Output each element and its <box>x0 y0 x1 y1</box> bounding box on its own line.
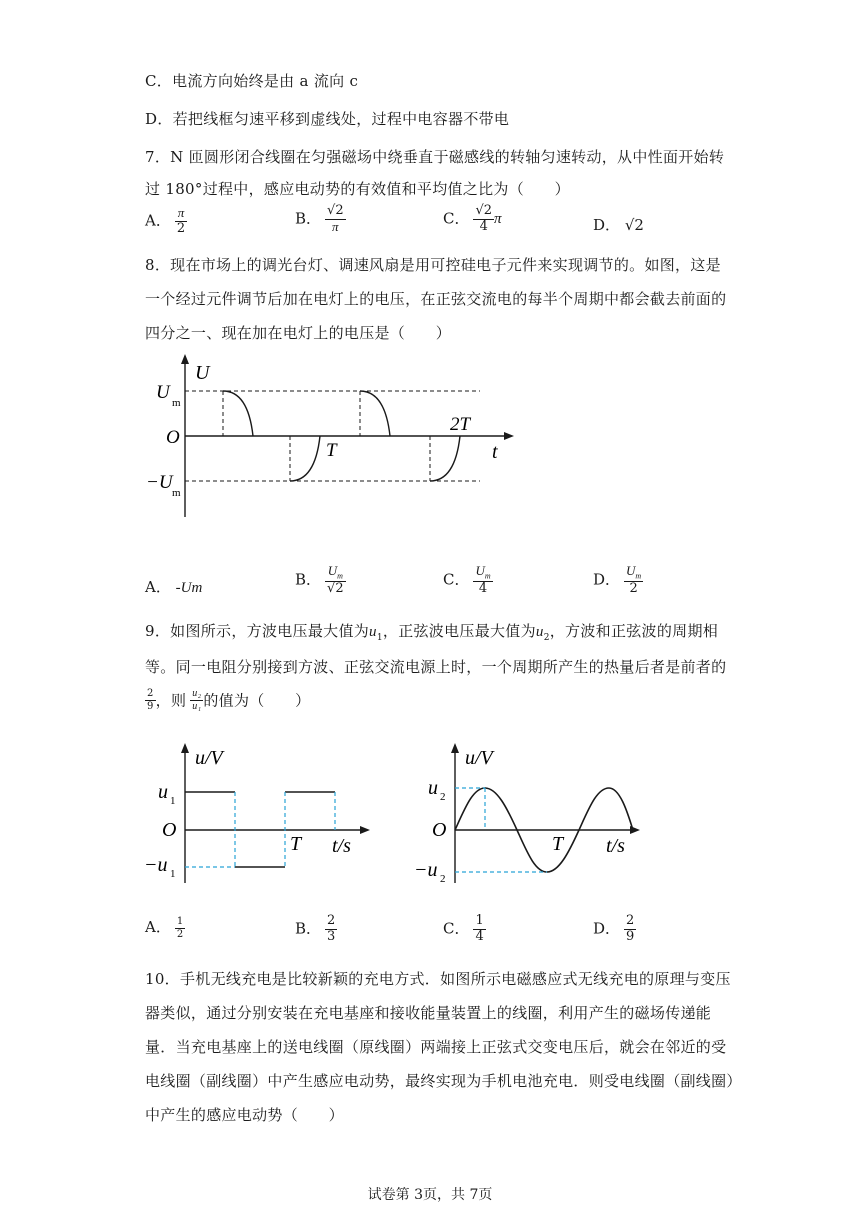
neg-um-label: −U <box>146 472 173 493</box>
q8-stem-line2: 一个经过元件调节后加在电灯上的电压，在正弦交流电的每半个周期中都会截去前面的 <box>145 290 727 308</box>
y-axis-arrow <box>181 743 189 753</box>
2t-tick-label: 2T <box>450 414 471 435</box>
q6-option-c: C．电流方向始终是由 a 流向 c <box>145 72 359 90</box>
y-axis-label: u/V <box>465 747 493 769</box>
q9-stem-line2: 等。同一电阻分别接到方波、正弦交流电源上时，一个周期所产生的热量后者是前者的 <box>145 658 727 676</box>
waveform-segment-4 <box>430 436 460 481</box>
q9-option-d: D． $\frac{2}{9}$ <box>593 913 635 944</box>
x-axis-label: t/s <box>332 835 351 857</box>
waveform-segment-2 <box>290 436 320 481</box>
origin-label: O <box>166 427 180 448</box>
t-tick-label: T <box>552 833 564 855</box>
q7-stem-line1: 7．N 匝圆形闭合线圈在匀强磁场中绕垂直于磁感线的转轴匀速转动，从中性面开始转 <box>145 148 725 166</box>
t-tick-label: T <box>290 833 302 855</box>
y-axis-label: U <box>195 362 210 384</box>
q9-option-b: B． $\frac{2}{3}$ <box>295 913 336 944</box>
neg-u2-label-sub: 2 <box>440 873 446 885</box>
q7-option-a: A． $\frac{\pi}{2}$ <box>145 205 186 236</box>
q8-option-d: D． $\frac{U_m}{2}$ <box>593 563 642 596</box>
um-label: U <box>156 382 170 403</box>
q8-stem-line1: 8．现在市场上的调光台灯、调速风扇是用可控硅电子元件来实现调节的。如图，这是 <box>145 256 721 274</box>
neg-u1-label-sub: 1 <box>170 868 176 880</box>
waveform-segment-3 <box>360 391 390 436</box>
neg-um-label-sub: m <box>172 487 181 499</box>
um-label-sub: m <box>172 397 181 409</box>
origin-label: O <box>432 819 447 841</box>
u1-label-sub: 1 <box>170 795 176 807</box>
q9-stem-line1: 9．如图所示，方波电压最大值为$u_1$，正弦波电压最大值为$u_2$，方波和正弦波的周期相 <box>145 622 719 643</box>
y-axis-label: u/V <box>195 747 223 769</box>
q10-stem-line2: 器类似，通过分别安装在充电基座和接收能量装置上的线圈，利用产生的磁场传递能 <box>145 1004 712 1022</box>
q9-square-wave-graph <box>140 738 380 888</box>
q9-option-c: C． $\frac{1}{4}$ <box>443 913 484 944</box>
q8-voltage-graph <box>140 352 530 522</box>
q10-stem-line3: 量．当充电基座上的送电线圈（原线圈）两端接上正弦式交变电压后，就会在邻近的受 <box>145 1038 727 1056</box>
u2-label-sub: 2 <box>440 791 446 803</box>
x-axis-arrow <box>504 432 514 440</box>
neg-u1-label: −u <box>144 854 168 876</box>
u2-label: u <box>428 777 438 799</box>
origin-label: O <box>162 819 177 841</box>
y-axis-arrow <box>451 743 459 753</box>
q7-option-c: C． $\frac{√2}{4}$ π <box>443 203 502 234</box>
q8-option-b: B． $\frac{U_m}{√2}$ <box>295 563 344 596</box>
y-axis-arrow <box>181 354 189 364</box>
x-axis-label: t <box>492 441 498 463</box>
page-footer: 试卷第 3页，共 7页 <box>367 1187 493 1203</box>
q7-option-b: B． $\frac{√2}{\pi}$ <box>295 203 344 234</box>
q10-stem-line1: 10．手机无线充电是比较新颖的充电方式．如图所示电磁感应式无线充电的原理与变压 <box>145 970 731 988</box>
q6-option-d: D．若把线框匀速平移到虚线处，过程中电容器不带电 <box>145 110 510 128</box>
x-axis-label: t/s <box>606 835 625 857</box>
q8-option-a: A． -Um <box>145 578 203 596</box>
u1-label: u <box>158 781 168 803</box>
q10-stem-line5: 中产生的感应电动势（ ） <box>145 1106 344 1124</box>
neg-u2-label: −u <box>414 859 438 881</box>
q8-stem-line3: 四分之一、现在加在电灯上的电压是（ ） <box>145 324 452 342</box>
t-tick-label: T <box>326 440 337 461</box>
q10-stem-line4: 电线圈（副线圈）中产生感应电动势，最终实现为手机电池充电．则受电线圈（副线圈） <box>145 1072 742 1090</box>
q9-option-a: A． $\frac{1}{2}$ <box>145 916 184 940</box>
q9-sine-wave-graph <box>410 738 650 888</box>
waveform-segment-1 <box>223 391 253 436</box>
x-axis-arrow <box>360 826 370 834</box>
q9-stem-line3: $\frac{2}{9}$ ，则 $\frac{\text{u₂}}{\text{u₁}}$ 的值为（ ） <box>147 688 311 712</box>
q7-option-d: D． √2 <box>593 216 644 234</box>
q8-option-c: C． $\frac{U_m}{4}$ <box>443 563 491 596</box>
q7-stem-line2: 过 180°过程中，感应电动势的有效值和平均值之比为（ ） <box>145 180 570 198</box>
